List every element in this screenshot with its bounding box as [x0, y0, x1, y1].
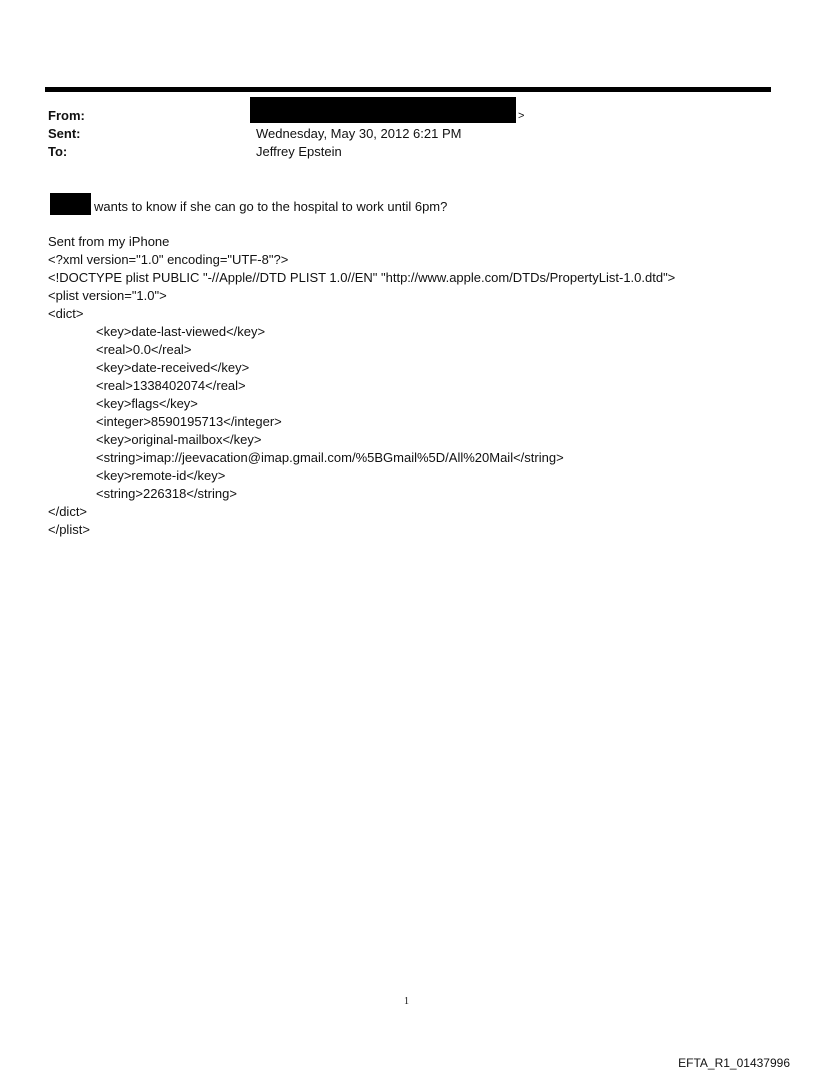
plist-line: </dict>: [48, 504, 88, 519]
from-label: From:: [48, 108, 85, 123]
plist-line: <key>flags</key>: [96, 396, 198, 411]
from-address-suffix: >: [518, 110, 525, 122]
plist-line: </plist>: [48, 522, 90, 537]
signature-text: Sent from my iPhone: [48, 234, 170, 249]
sent-value: Wednesday, May 30, 2012 6:21 PM: [256, 126, 462, 141]
page-number: 1: [404, 996, 409, 1007]
plist-line: <key>date-received</key>: [96, 360, 250, 375]
plist-line: <real>1338402074</real>: [96, 378, 246, 393]
to-label: To:: [48, 144, 68, 159]
sent-label: Sent:: [48, 126, 81, 141]
redaction-name: [50, 193, 91, 215]
header-rule: [45, 87, 771, 92]
plist-line: <string>imap://jeevacation@imap.gmail.com/%5BGmail%5D/All%20Mail</string>: [96, 450, 564, 465]
plist-line: <string>226318</string>: [96, 486, 237, 501]
plist-line: <key>original-mailbox</key>: [96, 432, 262, 447]
plist-line: <plist version="1.0">: [48, 288, 167, 303]
plist-line: <real>0.0</real>: [96, 342, 192, 357]
message-text: wants to know if she can go to the hospital to work until 6pm?: [94, 199, 448, 214]
plist-line: <?xml version="1.0" encoding="UTF-8"?>: [48, 252, 289, 267]
bates-number: EFTA_R1_01437996: [678, 1056, 790, 1070]
to-value: Jeffrey Epstein: [256, 144, 342, 159]
plist-line: <!DOCTYPE plist PUBLIC "-//Apple//DTD PLIST 1.0//EN" "http://www.apple.com/DTDs/PropertyList-1.0.dtd">: [48, 270, 676, 285]
plist-line: <key>remote-id</key>: [96, 468, 226, 483]
plist-line: <key>date-last-viewed</key>: [96, 324, 266, 339]
redaction-from-address: [250, 97, 516, 123]
plist-line: <integer>8590195713</integer>: [96, 414, 282, 429]
plist-line: <dict>: [48, 306, 84, 321]
